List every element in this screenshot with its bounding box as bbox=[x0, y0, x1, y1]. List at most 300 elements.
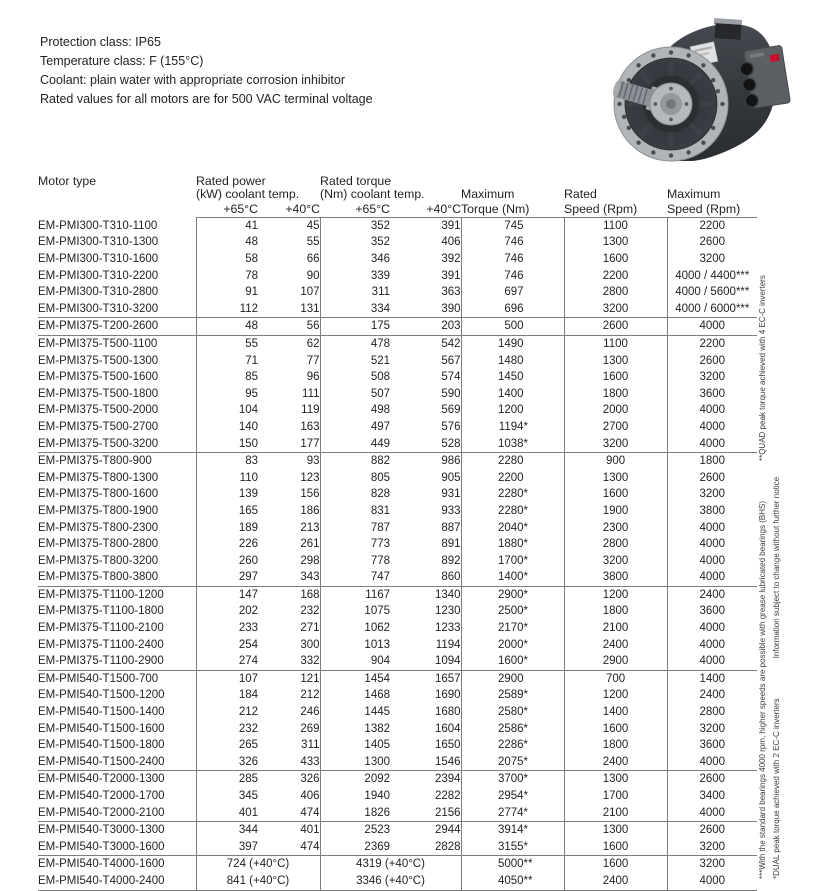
table-row bbox=[38, 603, 757, 620]
header-spacer bbox=[564, 175, 667, 188]
cell-rated-power-40: 269 bbox=[300, 722, 320, 735]
cell-rated-power-40: 186 bbox=[300, 504, 320, 517]
cell-motor-type: EM-PMI540-T1500-700 bbox=[38, 672, 159, 685]
cell-rated-torque-40: 392 bbox=[441, 253, 461, 265]
cell-rated-speed: 2700 bbox=[564, 419, 667, 436]
cell-motor-type: EM-PMI375-T500-1800 bbox=[38, 387, 159, 400]
cell-rated-torque-65: 1445 bbox=[320, 704, 390, 721]
cell-max-torque bbox=[461, 553, 564, 570]
cell-rated-power-65: 78 bbox=[196, 268, 258, 285]
cell-rated-torque-65: 1826 bbox=[320, 805, 390, 822]
cell-rated-speed: 700 bbox=[564, 670, 667, 687]
cell-rated-speed: 1300 bbox=[564, 353, 667, 370]
cell-rated-power-40: 163 bbox=[300, 420, 320, 433]
cell-rated-torque-40: 2282 bbox=[434, 790, 461, 802]
cell-rated-speed: 1600 bbox=[564, 486, 667, 503]
cell-rated-power-40: 56 bbox=[258, 318, 320, 336]
max-torque-value: 1200 bbox=[497, 404, 524, 417]
cell-rated-torque-65: 175 bbox=[320, 318, 390, 336]
cell-max-speed: 4000 bbox=[667, 754, 757, 771]
cell-rated-torque-40: 986 bbox=[441, 455, 461, 468]
cell-rated-torque-65: 521 bbox=[320, 353, 390, 370]
cell-rated-torque-65: 1300 bbox=[320, 754, 390, 771]
cell-rated-speed: 1600 bbox=[564, 251, 667, 268]
table-row bbox=[38, 353, 757, 370]
cell-rated-torque-40: 1680 bbox=[434, 706, 461, 719]
cell-rated-speed: 1900 bbox=[564, 503, 667, 520]
cell-max-speed: 2600 bbox=[667, 353, 757, 370]
cell-max-speed: 4000 bbox=[667, 520, 757, 537]
cell-max-speed: 2600 bbox=[667, 822, 757, 839]
table-row bbox=[38, 721, 757, 738]
max-torque-value: 2589 bbox=[497, 689, 524, 702]
cell-motor-type: EM-PMI540-T1500-1200 bbox=[38, 689, 165, 702]
cell-rated-power-40: 401 bbox=[300, 824, 320, 837]
cell-rated-power-65: 91 bbox=[196, 284, 258, 301]
max-torque-value: 1400 bbox=[497, 571, 524, 584]
cell-max-speed: 4000 / 5600*** bbox=[667, 284, 757, 301]
cell-rated-power-40: 474 bbox=[258, 805, 320, 822]
cell-rated-torque-65: 1468 bbox=[320, 687, 390, 704]
max-torque-footnote-mark: * bbox=[523, 773, 529, 786]
cell-rated-power-65: 233 bbox=[196, 620, 258, 637]
max-torque-footnote-mark: * bbox=[523, 655, 529, 668]
cell-rated-speed: 1800 bbox=[564, 603, 667, 620]
cell-max-speed: 3200 bbox=[667, 856, 757, 873]
cell-rated-torque-65: 1167 bbox=[320, 586, 390, 603]
cell-rated-speed: 2900 bbox=[564, 653, 667, 670]
cell-rated-torque-65: 1405 bbox=[320, 737, 390, 754]
max-torque-footnote-mark: * bbox=[523, 755, 529, 768]
cell-rated-power-65: 140 bbox=[196, 419, 258, 436]
cell-max-torque bbox=[461, 402, 564, 419]
cell-rated-torque-40: 1604 bbox=[434, 722, 461, 735]
max-torque-footnote-mark: * bbox=[523, 840, 529, 853]
table-row bbox=[38, 503, 757, 520]
cell-rated-speed: 2800 bbox=[564, 536, 667, 553]
cell-rated-speed: 3200 bbox=[564, 553, 667, 570]
cell-max-torque bbox=[461, 704, 564, 721]
cell-rated-torque-40: 1340 bbox=[434, 588, 461, 601]
cell-rated-power-65: 345 bbox=[196, 788, 258, 805]
cell-rated-speed: 1600 bbox=[564, 369, 667, 386]
spec-table-body bbox=[38, 217, 757, 890]
cell-max-torque bbox=[461, 873, 564, 890]
cell-rated-torque-40: 391 bbox=[441, 219, 461, 232]
cell-rated-torque-40: 892 bbox=[441, 554, 461, 567]
cell-motor-type: EM-PMI300-T310-3200 bbox=[38, 301, 196, 318]
cell-max-torque bbox=[461, 536, 564, 553]
cell-rated-power-65: 326 bbox=[196, 754, 258, 771]
cell-rated-power-40: 93 bbox=[306, 455, 320, 468]
cell-rated-power-65: 189 bbox=[196, 520, 258, 537]
cell-rated-torque-40: 1650 bbox=[434, 739, 461, 752]
cell-rated-speed: 1400 bbox=[564, 704, 667, 721]
cell-max-torque bbox=[461, 822, 564, 839]
cell-rated-torque-combined: 3346 (+40°C) bbox=[320, 873, 461, 890]
table-row bbox=[38, 453, 757, 470]
cell-max-torque bbox=[461, 353, 564, 370]
max-torque-value: 2580 bbox=[497, 706, 524, 719]
table-row bbox=[38, 670, 757, 687]
cell-motor-type: EM-PMI375-T500-1300 bbox=[38, 354, 159, 367]
max-torque-value: 3155 bbox=[497, 840, 524, 853]
cell-motor-type: EM-PMI540-T2000-2100 bbox=[38, 805, 196, 822]
motor-spec-table bbox=[38, 175, 757, 891]
cell-rated-torque-40: 1657 bbox=[434, 672, 461, 685]
header-rated-torque-subtitle: (Nm) coolant temp. bbox=[320, 187, 425, 202]
cell-rated-torque-40: 574 bbox=[441, 371, 461, 384]
cell-rated-power-65: 260 bbox=[196, 553, 258, 570]
cell-rated-power-40: 62 bbox=[306, 337, 320, 350]
cell-rated-speed: 2100 bbox=[564, 805, 667, 822]
table-header bbox=[38, 175, 757, 217]
cell-rated-torque-65: 773 bbox=[320, 536, 390, 553]
header-power-40: +40°C bbox=[258, 202, 320, 218]
cell-rated-torque-65: 339 bbox=[320, 268, 390, 285]
header-rated-speed-line2: Speed (Rpm) bbox=[564, 202, 667, 218]
max-torque-footnote-mark: ** bbox=[523, 858, 533, 871]
cell-max-speed: 4000 bbox=[667, 805, 757, 822]
cell-max-speed: 1800 bbox=[667, 453, 757, 470]
cell-rated-power-65: 104 bbox=[196, 402, 258, 419]
cell-motor-type: EM-PMI375-T1100-2900 bbox=[38, 653, 196, 670]
max-torque-footnote-mark: * bbox=[523, 504, 529, 517]
cell-rated-torque-65: 831 bbox=[320, 503, 390, 520]
cell-max-speed: 2600 bbox=[667, 234, 757, 251]
cell-max-speed: 4000 bbox=[667, 419, 757, 436]
cell-rated-torque-65: 747 bbox=[320, 569, 390, 586]
max-torque-footnote-mark: * bbox=[523, 739, 529, 752]
cell-rated-torque-65: 507 bbox=[320, 386, 390, 403]
max-torque-value: 1400 bbox=[497, 387, 524, 400]
cell-max-torque bbox=[461, 268, 564, 285]
cell-motor-type: EM-PMI540-T4000-1600 bbox=[38, 858, 165, 871]
cell-max-torque bbox=[461, 436, 564, 453]
table-row bbox=[38, 653, 757, 670]
max-torque-value: 1600 bbox=[497, 655, 524, 668]
cell-motor-type: EM-PMI375-T800-2300 bbox=[38, 521, 159, 534]
cell-rated-power-40: 406 bbox=[300, 790, 320, 802]
table-row bbox=[38, 586, 757, 603]
max-torque-value: 745 bbox=[504, 219, 524, 232]
cell-max-speed: 2800 bbox=[667, 704, 757, 721]
table-row bbox=[38, 856, 757, 873]
cell-rated-speed: 1700 bbox=[564, 788, 667, 805]
cell-motor-type: EM-PMI540-T3000-1300 bbox=[38, 824, 165, 837]
cell-rated-torque-40: 1546 bbox=[390, 754, 461, 771]
cell-rated-speed: 3800 bbox=[564, 569, 667, 586]
cell-max-torque bbox=[461, 586, 564, 603]
cell-rated-power-40: 121 bbox=[300, 672, 320, 685]
cell-max-torque bbox=[461, 251, 564, 268]
max-torque-value: 2900 bbox=[497, 588, 524, 601]
cell-rated-torque-40: 2828 bbox=[390, 839, 461, 856]
cell-rated-torque-65: 1075 bbox=[320, 603, 390, 620]
cell-max-speed: 1400 bbox=[667, 670, 757, 687]
max-torque-value: 746 bbox=[504, 253, 524, 265]
max-torque-value: 696 bbox=[504, 302, 524, 315]
cell-rated-power-40: 96 bbox=[306, 371, 320, 384]
cell-motor-type: EM-PMI375-T500-2700 bbox=[38, 420, 159, 433]
terminal-box-logo bbox=[770, 54, 780, 62]
max-torque-footnote-mark: * bbox=[523, 437, 529, 450]
motor-top-block bbox=[714, 23, 741, 40]
footnote-column-inner bbox=[757, 275, 768, 879]
cell-rated-torque-40: 931 bbox=[441, 488, 461, 501]
table-row bbox=[38, 369, 757, 386]
cell-rated-power-40: 66 bbox=[306, 253, 320, 265]
cell-rated-speed: 1300 bbox=[564, 822, 667, 839]
cell-rated-power-65: 147 bbox=[196, 586, 258, 603]
cell-motor-type: EM-PMI540-T1500-1600 bbox=[38, 722, 165, 735]
cell-rated-power-40: 212 bbox=[300, 689, 320, 702]
table-row bbox=[38, 788, 757, 805]
cell-rated-speed: 2400 bbox=[564, 637, 667, 654]
max-torque-value: 1700 bbox=[497, 554, 524, 567]
cell-rated-torque-40: 203 bbox=[390, 318, 461, 336]
cell-rated-power-65: 107 bbox=[196, 670, 258, 687]
table-row bbox=[38, 470, 757, 487]
cell-rated-power-combined: 841 (+40°C) bbox=[196, 873, 320, 890]
cell-rated-speed: 2400 bbox=[564, 754, 667, 771]
max-torque-value: 2500 bbox=[497, 605, 524, 618]
cell-max-speed: 4000 bbox=[667, 553, 757, 570]
cell-motor-type: EM-PMI375-T1100-1200 bbox=[38, 588, 164, 601]
cell-rated-power-40: 123 bbox=[300, 471, 320, 484]
table-row bbox=[38, 754, 757, 771]
max-torque-footnote-mark: * bbox=[523, 488, 529, 501]
cell-motor-type: EM-PMI375-T800-3200 bbox=[38, 554, 159, 567]
cell-max-speed: 4000 bbox=[667, 536, 757, 553]
cell-rated-torque-40: 860 bbox=[390, 569, 461, 586]
cell-rated-torque-65: 478 bbox=[320, 335, 390, 352]
cell-rated-power-65: 202 bbox=[196, 603, 258, 620]
cell-rated-speed: 3200 bbox=[564, 436, 667, 453]
cell-rated-torque-65: 828 bbox=[320, 486, 390, 503]
table-row bbox=[38, 620, 757, 637]
cell-rated-power-65: 165 bbox=[196, 503, 258, 520]
cell-max-torque bbox=[461, 754, 564, 771]
cell-rated-power-40: 298 bbox=[300, 554, 320, 567]
footnote-bearings: ***With the standard bearings 4000 rpm, higher speeds are possible with grease lubricated bearings (BHS) bbox=[758, 501, 767, 879]
max-torque-value: 2280 bbox=[497, 455, 524, 468]
cell-max-speed: 4000 bbox=[667, 653, 757, 670]
max-torque-value: 1480 bbox=[497, 354, 524, 367]
cell-rated-power-40: 311 bbox=[301, 739, 320, 752]
cell-max-speed: 2600 bbox=[667, 470, 757, 487]
cell-rated-speed: 1300 bbox=[564, 470, 667, 487]
cell-max-torque bbox=[461, 856, 564, 873]
max-torque-value: 697 bbox=[504, 286, 524, 299]
cell-motor-type: EM-PMI375-T800-900 bbox=[38, 455, 152, 468]
cell-max-torque bbox=[461, 453, 564, 470]
cell-rated-speed: 2100 bbox=[564, 620, 667, 637]
max-torque-value: 2286 bbox=[497, 739, 524, 752]
cell-rated-power-65: 110 bbox=[196, 470, 258, 487]
cell-rated-speed: 1100 bbox=[564, 217, 667, 234]
cell-rated-power-40: 111 bbox=[302, 387, 320, 400]
cell-max-speed: 3200 bbox=[667, 721, 757, 738]
table-row bbox=[38, 737, 757, 754]
cell-max-torque bbox=[461, 788, 564, 805]
cell-rated-power-65: 232 bbox=[196, 721, 258, 738]
cell-max-torque bbox=[461, 386, 564, 403]
cell-max-torque bbox=[461, 653, 564, 670]
max-torque-footnote-mark: * bbox=[523, 588, 529, 601]
cell-motor-type: EM-PMI300-T310-1300 bbox=[38, 236, 159, 249]
cell-motor-type: EM-PMI375-T800-1900 bbox=[38, 504, 159, 517]
table-row bbox=[38, 553, 757, 570]
cell-max-torque bbox=[461, 603, 564, 620]
cell-motor-type: EM-PMI540-T2000-1300 bbox=[38, 773, 165, 786]
max-torque-footnote-mark: * bbox=[523, 605, 529, 618]
table-row bbox=[38, 284, 757, 301]
cell-rated-power-40: 77 bbox=[306, 354, 320, 367]
cell-rated-power-65: 285 bbox=[196, 771, 258, 788]
cell-rated-torque-65: 1013 bbox=[320, 637, 390, 654]
cell-rated-torque-65: 508 bbox=[320, 369, 390, 386]
max-torque-value: 4050 bbox=[497, 874, 524, 887]
cell-max-torque bbox=[461, 470, 564, 487]
cell-max-torque bbox=[461, 217, 564, 234]
cell-max-speed: 4000 bbox=[667, 637, 757, 654]
cell-rated-power-40: 213 bbox=[300, 521, 320, 534]
max-torque-value: 5000 bbox=[497, 858, 524, 871]
table-row bbox=[38, 486, 757, 503]
cell-rated-torque-65: 882 bbox=[320, 453, 390, 470]
table-row bbox=[38, 704, 757, 721]
cell-max-speed: 3400 bbox=[667, 788, 757, 805]
cell-rated-power-65: 41 bbox=[196, 217, 258, 234]
header-max-torque-line1: Maximum bbox=[461, 187, 515, 202]
cell-max-torque bbox=[461, 670, 564, 687]
max-torque-footnote-mark: * bbox=[523, 622, 529, 635]
info-line-protection-class: Protection class: IP65 bbox=[40, 35, 161, 49]
cell-max-torque bbox=[461, 721, 564, 738]
cell-motor-type: EM-PMI540-T1500-1400 bbox=[38, 706, 165, 719]
max-torque-value: 2040 bbox=[497, 521, 524, 534]
cell-rated-power-40: 332 bbox=[258, 653, 320, 670]
cell-max-speed: 3200 bbox=[667, 251, 757, 268]
cell-rated-power-40: 433 bbox=[258, 754, 320, 771]
cell-rated-torque-40: 363 bbox=[441, 286, 461, 299]
cell-rated-torque-65: 904 bbox=[320, 653, 390, 670]
max-torque-value: 3700 bbox=[497, 773, 524, 786]
cell-max-speed: 2200 bbox=[667, 217, 757, 234]
cell-max-torque bbox=[461, 839, 564, 856]
cell-max-torque bbox=[461, 771, 564, 788]
cell-rated-power-40: 90 bbox=[306, 269, 320, 282]
cell-rated-power-65: 397 bbox=[196, 839, 258, 856]
cell-rated-speed: 2200 bbox=[564, 268, 667, 285]
cell-max-speed: 2600 bbox=[667, 771, 757, 788]
max-torque-footnote-mark: * bbox=[523, 790, 529, 802]
cell-rated-torque-combined: 4319 (+40°C) bbox=[320, 856, 461, 873]
cell-max-speed: 4000 bbox=[667, 569, 757, 586]
cell-rated-power-65: 85 bbox=[196, 369, 258, 386]
cell-rated-torque-40: 528 bbox=[390, 436, 461, 453]
info-block bbox=[40, 33, 373, 109]
table-row bbox=[38, 234, 757, 251]
max-torque-footnote-mark: ** bbox=[523, 874, 533, 887]
cell-max-torque bbox=[461, 737, 564, 754]
max-torque-value: 1038 bbox=[497, 437, 524, 450]
cell-motor-type: EM-PMI375-T800-1600 bbox=[38, 488, 159, 501]
cell-rated-speed: 1800 bbox=[564, 737, 667, 754]
cell-max-speed: 4000 / 4400*** bbox=[667, 268, 757, 285]
table-row bbox=[38, 301, 757, 318]
cell-rated-power-40: 326 bbox=[300, 773, 320, 786]
header-max-speed-line2: Speed (Rpm) bbox=[667, 202, 757, 218]
max-torque-value: 1880 bbox=[497, 538, 524, 551]
cell-rated-speed: 1300 bbox=[564, 771, 667, 788]
cell-rated-power-65: 297 bbox=[196, 569, 258, 586]
info-line-temperature-class: Temperature class: F (155°C) bbox=[40, 54, 204, 68]
max-torque-footnote-mark: * bbox=[523, 689, 529, 702]
cell-motor-type: EM-PMI300-T310-1600 bbox=[38, 253, 159, 265]
max-torque-value: 2280 bbox=[497, 488, 524, 501]
cell-rated-torque-65: 1454 bbox=[320, 670, 390, 687]
cell-rated-torque-65: 1062 bbox=[320, 620, 390, 637]
cell-max-torque bbox=[461, 369, 564, 386]
max-torque-value: 2900 bbox=[497, 672, 524, 685]
max-torque-footnote-mark: * bbox=[523, 571, 529, 584]
cell-motor-type: EM-PMI540-T3000-1600 bbox=[38, 839, 196, 856]
table-row bbox=[38, 536, 757, 553]
cell-max-torque bbox=[461, 234, 564, 251]
cell-rated-torque-65: 2523 bbox=[320, 822, 390, 839]
cell-motor-type: EM-PMI375-T500-2000 bbox=[38, 404, 159, 417]
cell-motor-type: EM-PMI540-T2000-1700 bbox=[38, 790, 165, 802]
cell-rated-torque-40: 2394 bbox=[434, 773, 461, 786]
cell-max-speed: 2200 bbox=[667, 335, 757, 352]
table-row bbox=[38, 822, 757, 839]
cell-rated-power-65: 401 bbox=[196, 805, 258, 822]
cell-max-torque bbox=[461, 503, 564, 520]
footnote-disclaimer: Information subject to change without further notice bbox=[772, 476, 781, 659]
cell-motor-type: EM-PMI300-T310-1100 bbox=[38, 219, 158, 232]
cell-rated-power-65: 83 bbox=[196, 453, 258, 470]
table-row bbox=[38, 569, 757, 586]
max-torque-value: 3914 bbox=[497, 824, 524, 837]
cell-rated-torque-65: 1940 bbox=[320, 788, 390, 805]
cell-rated-power-65: 58 bbox=[196, 251, 258, 268]
table-row bbox=[38, 268, 757, 285]
max-torque-value: 2075 bbox=[497, 755, 524, 768]
cell-rated-power-combined: 724 (+40°C) bbox=[196, 856, 320, 873]
cell-rated-speed: 1600 bbox=[564, 721, 667, 738]
max-torque-value: 746 bbox=[504, 269, 524, 282]
cell-rated-speed: 1100 bbox=[564, 335, 667, 352]
cell-rated-torque-65: 497 bbox=[320, 419, 390, 436]
cell-rated-torque-40: 1233 bbox=[434, 622, 461, 635]
cell-motor-type: EM-PMI540-T4000-2400 bbox=[38, 873, 196, 890]
cell-max-speed: 4000 bbox=[667, 620, 757, 637]
cell-rated-power-65: 265 bbox=[196, 737, 258, 754]
header-max-speed-line1: Maximum bbox=[667, 187, 721, 202]
cell-motor-type: EM-PMI375-T1100-2100 bbox=[38, 622, 164, 635]
cell-rated-speed: 2800 bbox=[564, 284, 667, 301]
cell-motor-type: EM-PMI375-T500-3200 bbox=[38, 436, 196, 453]
max-torque-footnote-mark: * bbox=[523, 806, 529, 819]
cell-rated-speed: 1300 bbox=[564, 234, 667, 251]
hub-center bbox=[666, 99, 676, 109]
header-motor-type: Motor type bbox=[38, 174, 97, 188]
cell-motor-type: EM-PMI375-T1100-2400 bbox=[38, 638, 164, 651]
header-rated-speed-line1: Rated bbox=[564, 187, 597, 202]
table-row bbox=[38, 637, 757, 654]
